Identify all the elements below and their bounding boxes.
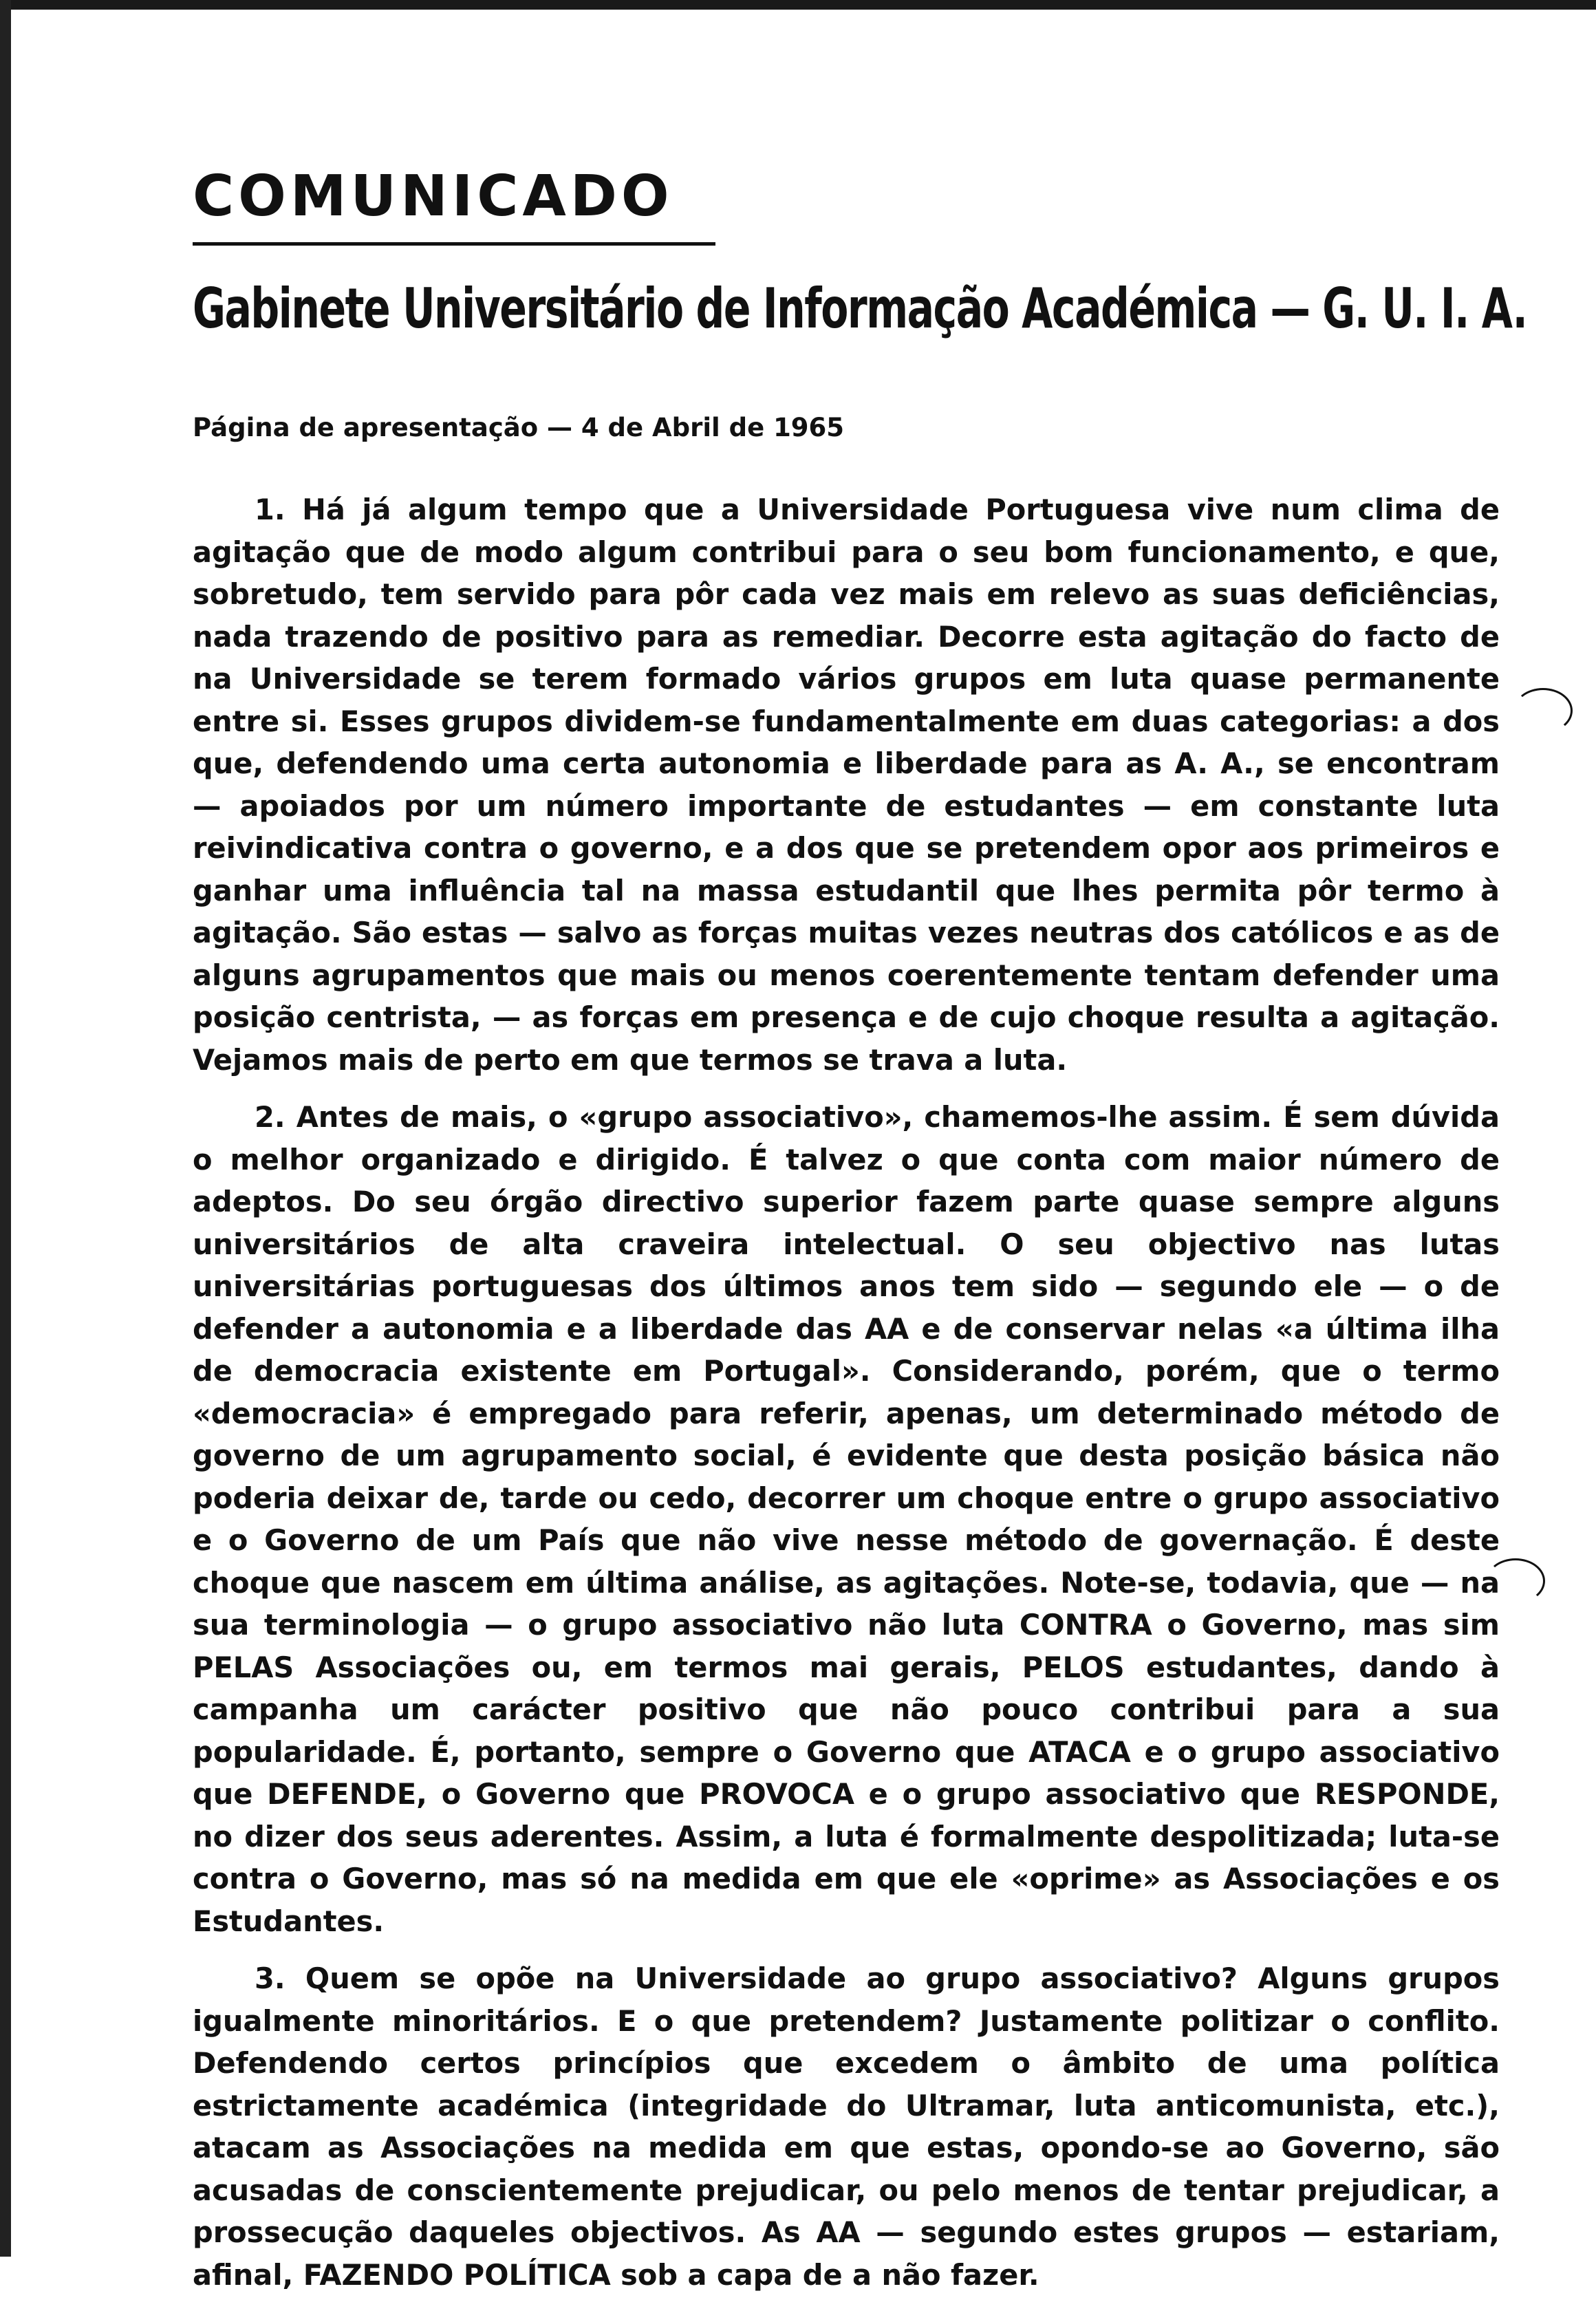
paragraph-3: 3. Quem se opõe na Universidade ao grupo associativo? Alguns grupos igualmente minoritários. E o que pretendem? Justamente politizar o conflito. Defendendo certos princípios que excedem o âmbito de uma política estrictamente académica (integridade do Ultramar, luta anticomunista, etc.), atacam as Associações na medida em que estas, opondo-se ao Governo, são acusadas de conscientemente prejudicar, ou pelo menos de tentar prejudicar, a prossecução daqueles objectivos. As AA — segundo estes grupos — estariam, afinal, FAZENDO POLÍTICA sob a capa de a não fazer. <box>193 1961 1500 2292</box>
margin-hole-mark <box>1513 688 1573 733</box>
document-heading: COMUNICADO <box>193 164 673 229</box>
document-subheading: Gabinete Universitário de Informação Académica — G. U. I. A. <box>193 277 1527 341</box>
left-edge-rule <box>0 0 11 2257</box>
top-edge-rule <box>0 0 1596 10</box>
paragraph-1: 1. Há já algum tempo que a Universidade Portuguesa vive num clima de agitação que de modo algum contribui para o seu bom funcionamento, e que, sobretudo, tem servido para pôr cada vez mais em relevo as suas deficiências, nada trazendo de positivo para as remediar. Decorre esta agitação do facto de na Universidade se terem formado vários grupos em luta quase permanente entre si. Esses grupos dividem-se fundamentalmente em duas categorias: a dos que, defendendo uma certa autonomia e liberdade para as A. A., se encontram — apoiados por um número importante de estudantes — em constante luta reivindicativa contra o governo, e a dos que se pretendem opor aos primeiros e ganhar uma influência tal na massa estudantil que lhes permita pôr termo à agitação. São estas — salvo as forças muitas vezes neutras dos católicos e as de alguns agrupamentos que mais ou menos coerentemente tentam defender uma posição centrista, — as forças em presença e de cujo choque resulta a agitação. Vejamos mais de perto em que termos se trava a luta. <box>193 493 1500 1077</box>
margin-hole-mark <box>1486 1558 1545 1604</box>
paragraph-2: 2. Antes de mais, o «grupo associativo», chamemos-lhe assim. É sem dúvida o melhor organizado e dirigido. É talvez o que conta com maior número de adeptos. Do seu órgão directivo superior fazem parte quase sempre alguns universitários de alta craveira intelectual. O seu objectivo nas lutas universitárias portuguesas dos últimos anos tem sido — segundo ele — o de defender a autonomia e a liberdade das AA e de conservar nelas «a última ilha de democracia existente em Portugal». Considerando, porém, que o termo «democracia» é empregado para referir, apenas, um determinado método de governo de um agrupamento social, é evidente que desta posição básica não poderia deixar de, tarde ou cedo, decorrer um choque entre o grupo associativo e o Governo de um País que não vive nesse método de governação. É deste choque que nascem em última análise, as agitações. Note-se, todavia, que — na sua terminologia — o grupo associativo não luta CONTRA o Governo, mas sim PELAS Associações ou, em termos mai gerais, PELOS estudantes, dando à campanha um carácter positivo que não pouco contribui para a sua popularidade. É, portanto, sempre o Governo que ATACA e o grupo associativo que DEFENDE, o Governo que PROVOCA e o grupo associativo que RESPONDE, no dizer dos seus aderentes. Assim, a luta é formalmente despolitizada; luta-se contra o Governo, mas só na medida em que ele «oprime» as Associações e os Estudantes. <box>193 1100 1500 1938</box>
heading-underline <box>193 242 715 246</box>
dateline: Página de apresentação — 4 de Abril de 1965 <box>193 413 845 442</box>
document-body <box>193 488 1500 2311</box>
